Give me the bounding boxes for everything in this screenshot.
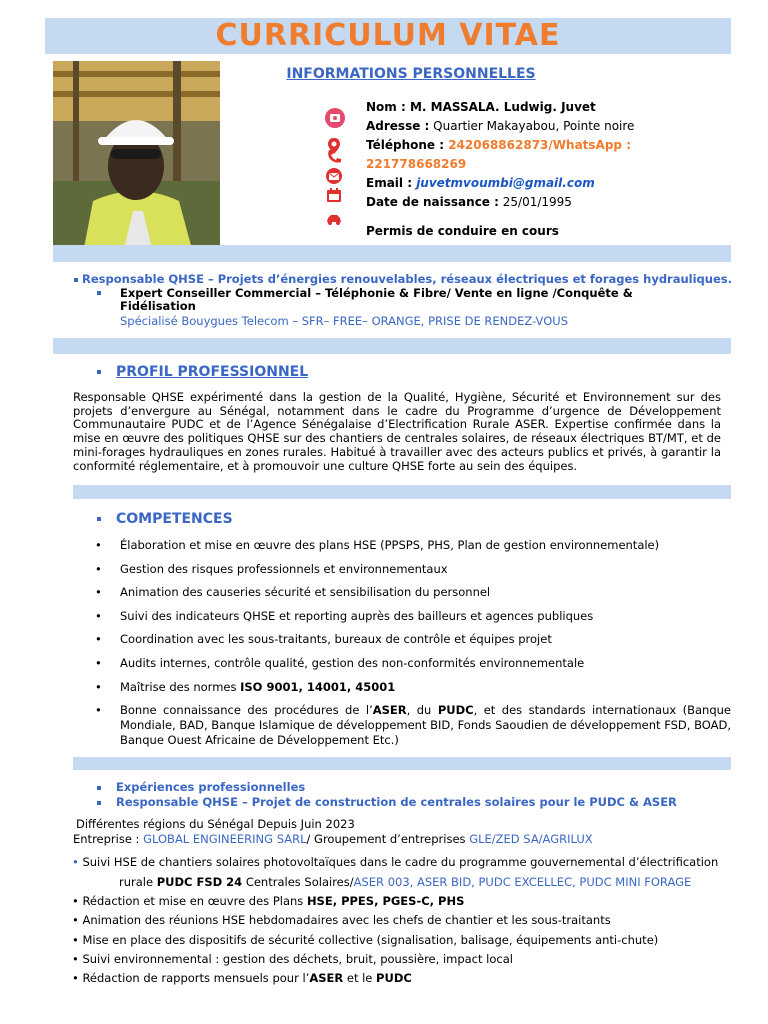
- skills-heading: COMPETENCES: [116, 511, 233, 527]
- email-line: [366, 176, 595, 191]
- experience-task: • Animation des réunions HSE hebdomadaires avec les chefs de chantier et les sous-traitants: [72, 913, 611, 927]
- group-name: GLE/ZED SA/AGRILUX: [469, 832, 593, 846]
- birthdate-value: 25/01/1995: [498, 195, 572, 209]
- secondary-role-title-2: Fidélisation: [120, 299, 196, 313]
- company-name: GLOBAL ENGINEERING SARL: [143, 832, 307, 846]
- bullet-icon: [97, 370, 101, 374]
- car-icon: [325, 210, 343, 228]
- bullet-icon: [97, 801, 101, 805]
- main-role-text: Responsable QHSE – Projets d’énergies renouvelables, réseaux électriques et forages hydrauliques.: [82, 272, 732, 286]
- profile-text: Responsable QHSE expérimenté dans la gestion de la Qualité, Hygiène, Sécurité et Environnement sur des projets d’envergure au Sénégal, notamment dans le cadre du Programme d’urgence de Développement Communautaire PUDC et de l’Agence Sénégalaise d’Electrification Rurale ASER. Expertise confirmée dans la mise en œuvre des politiques QHSE sur des chantiers de centrales solaires, de réseaux électriques BT/MT, et de mini-forages hydrauliques en zones rurales. Habitué à travailler avec des acteurs publics et privés, à garantir la conformité réglementaire, et à promouvoir une culture QHSE forte au sein des équipes.: [73, 390, 721, 473]
- phone-line: [366, 138, 631, 153]
- skill-item: • Coordination avec les sous-traitants, bureaux de contrôle et équipes projet: [95, 632, 552, 646]
- skills-heading-row: [97, 511, 233, 527]
- skill-item: • Suivi des indicateurs QHSE et reporting auprès des bailleurs et agences publiques: [95, 609, 594, 623]
- phone-value[interactable]: 242068862873/WhatsApp :: [444, 138, 631, 152]
- address-line: [366, 119, 634, 134]
- page-title: CURRICULUM VITAE: [45, 18, 731, 54]
- phone-label: Téléphone :: [366, 138, 445, 152]
- secondary-role: [97, 287, 657, 313]
- driving-license: Permis de conduire en cours: [366, 224, 559, 238]
- experience-task: • Rédaction de rapports mensuels pour l’ASER et le PUDC: [72, 971, 412, 985]
- bullet-icon: [97, 517, 101, 521]
- skill-item: • Audits internes, contrôle qualité, gestion des non-conformités environnementale: [95, 656, 585, 670]
- personal-info-heading: INFORMATIONS PERSONNELLES: [286, 66, 536, 82]
- secondary-role-title: Expert Conseiller Commercial – Téléphonie & Fibre/ Vente en ligne /Conquête &: [120, 286, 633, 300]
- whatsapp-value[interactable]: 221778668269: [366, 157, 467, 171]
- section-divider: [53, 338, 731, 354]
- experience-task: • Rédaction et mise en œuvre des Plans HSE, PPES, PGES-C, PHS: [72, 894, 465, 908]
- birthdate-line: [366, 195, 572, 210]
- experience-task: • Suivi HSE de chantiers solaires photovoltaïques dans le cadre du programme gouvernemental d’électrification: [72, 855, 719, 869]
- mail-icon: [325, 167, 343, 185]
- profile-photo: [53, 61, 220, 253]
- email-label: Email :: [366, 176, 413, 190]
- skill-item: • Maîtrise des normes ISO 9001, 14001, 45001: [95, 680, 396, 694]
- experience-company-line: Entreprise : GLOBAL ENGINEERING SARL/ Groupement d’entreprises GLE/ZED SA/AGRILUX: [73, 832, 593, 846]
- section-divider: [53, 245, 731, 262]
- name-line: Nom : M. MASSALA. Ludwig. Juvet: [366, 100, 596, 114]
- bullet-icon: [74, 278, 78, 282]
- email-link[interactable]: juvetmvoumbi@gmail.com: [412, 176, 595, 190]
- experience-task-continued: rurale PUDC FSD 24 Centrales Solaires/ASER 003, ASER BID, PUDC EXCELLEC, PUDC MINI FORAGE: [119, 875, 692, 889]
- bullet-icon: [97, 786, 101, 790]
- experience-heading: Expériences professionnelles: [116, 780, 306, 794]
- skill-item: • Bonne connaissance des procédures de l’ASER, du PUDC, et des standards internationaux (Banque Mondiale, BAD, Banque Islamique de développement BID, Fonds Saoudien de développement FSD, BOAD, Banque Ouest Africaine de Développement Etc.): [95, 703, 732, 747]
- skill-item: • Animation des causeries sécurité et sensibilisation du personnel: [95, 585, 491, 599]
- birthdate-label: Date de naissance :: [366, 195, 499, 209]
- profile-heading: PROFIL PROFESSIONNEL: [116, 364, 309, 380]
- bullet-icon: [97, 291, 101, 295]
- calendar-icon: [325, 186, 343, 204]
- address-label: Adresse :: [366, 119, 430, 133]
- experience-role-row: [97, 795, 677, 810]
- address-value: Quartier Makayabou, Pointe noire: [429, 119, 635, 133]
- main-role: [74, 272, 732, 286]
- profile-heading-row: [97, 364, 308, 380]
- experience-task: • Mise en place des dispositifs de sécurité collective (signalisation, balisage, équipements anti-chute): [72, 933, 659, 947]
- skill-item: • Élaboration et mise en œuvre des plans HSE (PPSPS, PHS, Plan de gestion environnementale): [95, 538, 660, 552]
- experience-heading-row: [97, 780, 305, 795]
- experience-role: Responsable QHSE – Projet de construction de centrales solaires pour le PUDC & ASER: [116, 795, 677, 809]
- section-divider: [73, 757, 731, 770]
- section-divider: [73, 485, 731, 499]
- skill-item: • Gestion des risques professionnels et environnementaux: [95, 562, 448, 576]
- secondary-role-detail: Spécialisé Bouygues Telecom – SFR– FREE– ORANGE, PRISE DE RENDEZ-VOUS: [120, 314, 568, 328]
- profile-photo-illustration: [53, 61, 220, 253]
- experience-task: • Suivi environnemental : gestion des déchets, bruit, poussière, impact local: [72, 952, 513, 966]
- id-card-icon: [325, 108, 343, 126]
- experience-location: Différentes régions du Sénégal Depuis Juin 2023: [76, 817, 355, 831]
- phone-icon: [325, 148, 343, 166]
